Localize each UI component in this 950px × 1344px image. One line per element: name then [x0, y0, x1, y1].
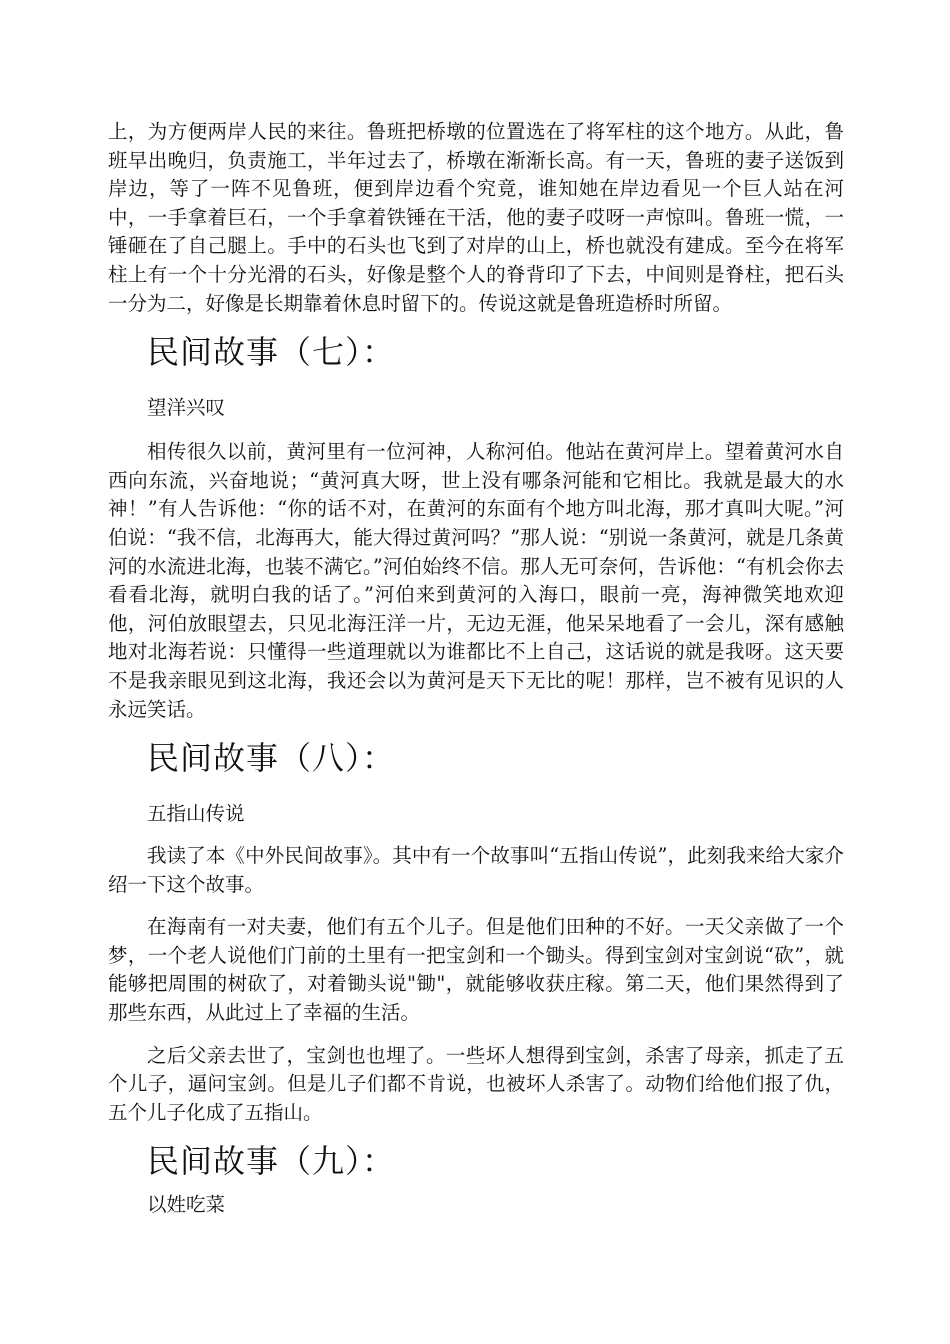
story9-heading: 民间故事（九）： [147, 1142, 396, 1181]
story7-title: 望洋兴叹 [147, 396, 226, 420]
story8-title: 五指山传说 [147, 802, 245, 826]
story8-paragraph-3: 之后父亲去世了，宝剑也也埋了。一些坏人想得到宝剑，杀害了母亲，抓走了五个儿子，逼问宝剑。但是儿子们都不肯说，也被坏人杀害了。动物们给他们报了仇，五个儿子化成了五指山。 [108, 1043, 844, 1124]
story7-paragraph: 相传很久以前，黄河里有一位河神，人称河伯。他站在黄河岸上。望着黄河水自西向东流，兴奋地说；“黄河真大呀，世上没有哪条河能和它相比。我就是最大的水神！”有人告诉他：“你的话不对，在黄河的东面有个地方叫北海，那才真叫大呢。”河伯说：“我不信，北海再大，能大得过黄河吗？”那人说：“别说一条黄河，就是几条黄河的水流进北海，也装不满它。”河伯始终不信。那人无可奈何，告诉他：“有机会你去看看北海，就明白我的话了。”河伯来到黄河的入海口，眼前一亮，海神微笑地欢迎他，河伯放眼望去，只见北海汪洋一片，无边无涯，他呆呆地看了一会儿，深有感触地对北海若说：只懂得一些道理就以为谁都比不上自己，这话说的就是我呀。这天要不是我亲眼见到这北海，我还会以为黄河是天下无比的呢！那样，岂不被有见识的人永远笑话。 [108, 440, 844, 721]
document-page [108, 118, 844, 1219]
story6-continuation-paragraph: 上，为方便两岸人民的来往。鲁班把桥墩的位置选在了将军柱的这个地方。从此，鲁班早出晚归，负责施工，半年过去了，桥墩在渐渐长高。有一天，鲁班的妻子送饭到岸边，等了一阵不见鲁班，便到岸边看个究竟，谁知她在岸边看见一个巨人站在河中，一手拿着巨石，一个手拿着铁锤在干活，他的妻子哎呀一声惊叫。鲁班一慌，一锤砸在了自己腿上。手中的石头也飞到了对岸的山上，桥也就没有建成。至今在将军柱上有一个十分光滑的石头，好像是整个人的脊背印了下去，中间则是脊柱，把石头一分为二，好像是长期靠着休息时留下的。传说这就是鲁班造桥时所留。 [108, 120, 844, 315]
story9-title: 以姓吃菜 [147, 1193, 226, 1217]
story8-paragraph-1: 我读了本《中外民间故事》。其中有一个故事叫“五指山传说”，此刻我来给大家介绍一下这个故事。 [108, 844, 844, 896]
story7-heading: 民间故事（七）： [147, 333, 396, 372]
story8-paragraph-2: 在海南有一对夫妻，他们有五个儿子。但是他们田种的不好。一天父亲做了一个梦，一个老人说他们门前的土里有一把宝剑和一个锄头。得到宝剑对宝剑说“砍”，就能够把周围的树砍了，对着锄头说"锄"，就能够收获庄稼。第二天，他们果然得到了那些东西，从此过上了幸福的生活。 [108, 915, 844, 1025]
story8-heading: 民间故事（八）： [147, 739, 396, 778]
